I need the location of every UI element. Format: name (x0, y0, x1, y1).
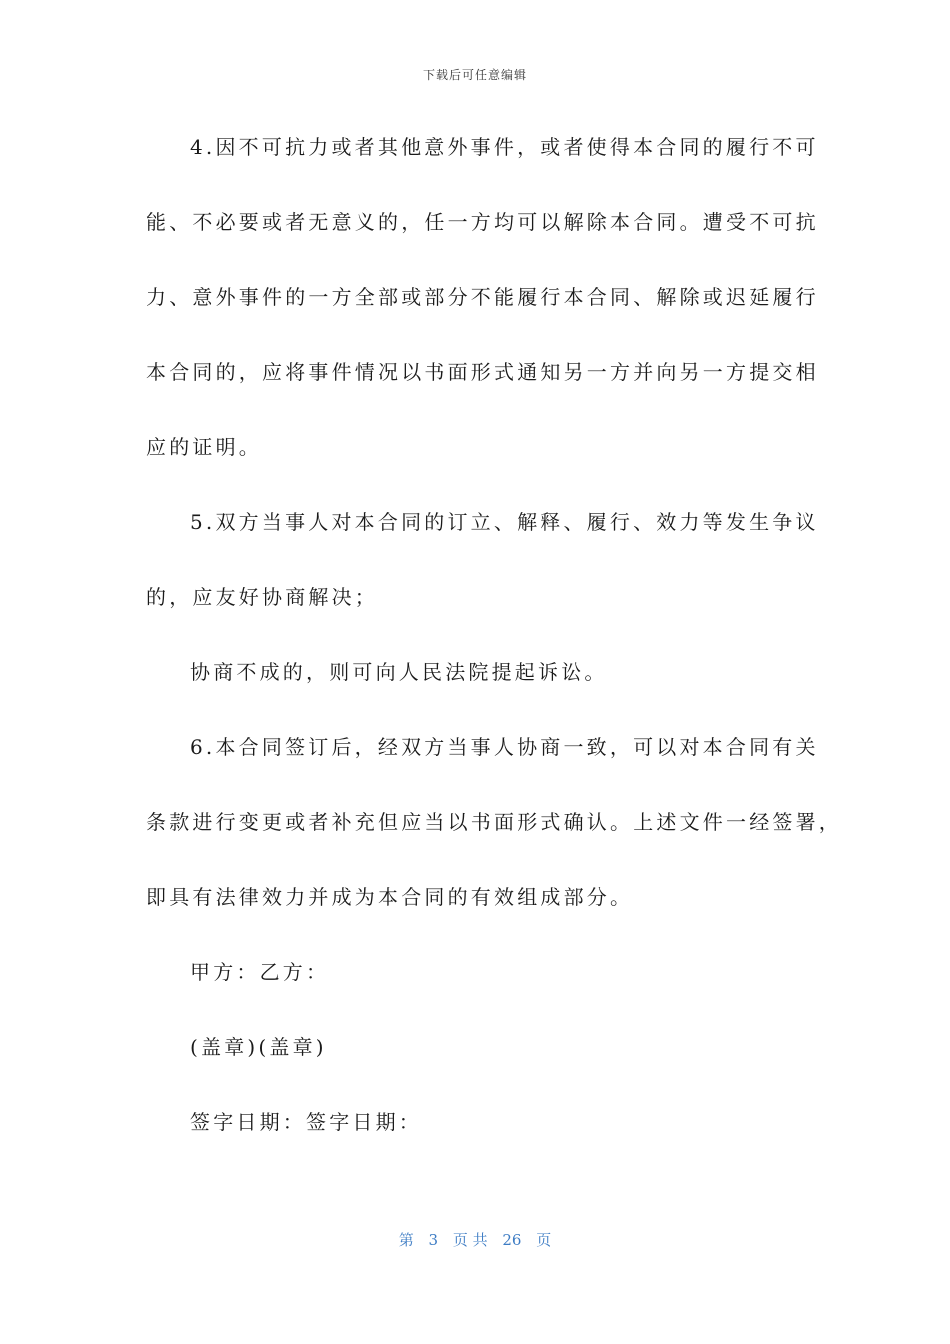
signature-seal-line: (盖章)(盖章) (190, 1035, 327, 1059)
paragraph-line: 即具有法律效力并成为本合同的有效组成部分。 (146, 885, 634, 909)
document-body (146, 128, 842, 1178)
paragraph-line: 能、不必要或者无意义的，任一方均可以解除本合同。遭受不可抗 (146, 210, 819, 234)
paragraph-line: 5.双方当事人对本合同的订立、解释、履行、效力等发生争议 (190, 510, 819, 534)
footer-mid: 页 共 (452, 1231, 488, 1249)
signature-party-line: 甲方：乙方： (190, 960, 330, 984)
paragraph-line: 的，应友好协商解决； (146, 585, 378, 609)
paragraph-line: 条款进行变更或者补充但应当以书面形式确认。上述文件一经签署， (146, 810, 842, 834)
footer-prefix: 第 (398, 1231, 414, 1249)
footer-suffix: 页 (536, 1231, 552, 1249)
paragraph-line: 力、意外事件的一方全部或部分不能履行本合同、解除或迟延履行 (146, 285, 819, 309)
paragraph-line: 协商不成的，则可向人民法院提起诉讼。 (190, 660, 608, 684)
paragraph-line: 应的证明。 (146, 435, 262, 459)
paragraph-line: 6.本合同签订后，经双方当事人协商一致，可以对本合同有关 (190, 735, 819, 759)
footer-page-number: 3 (428, 1231, 439, 1249)
paragraph-line: 4.因不可抗力或者其他意外事件，或者使得本合同的履行不可 (190, 135, 819, 159)
page-header: 下载后可任意编辑 (422, 68, 527, 82)
paragraph-line: 本合同的，应将事件情况以书面形式通知另一方并向另一方提交相 (146, 360, 819, 384)
page-footer (0, 1229, 950, 1250)
signature-date-line: 签字日期：签字日期： (190, 1110, 422, 1134)
footer-page-total: 26 (502, 1231, 522, 1249)
